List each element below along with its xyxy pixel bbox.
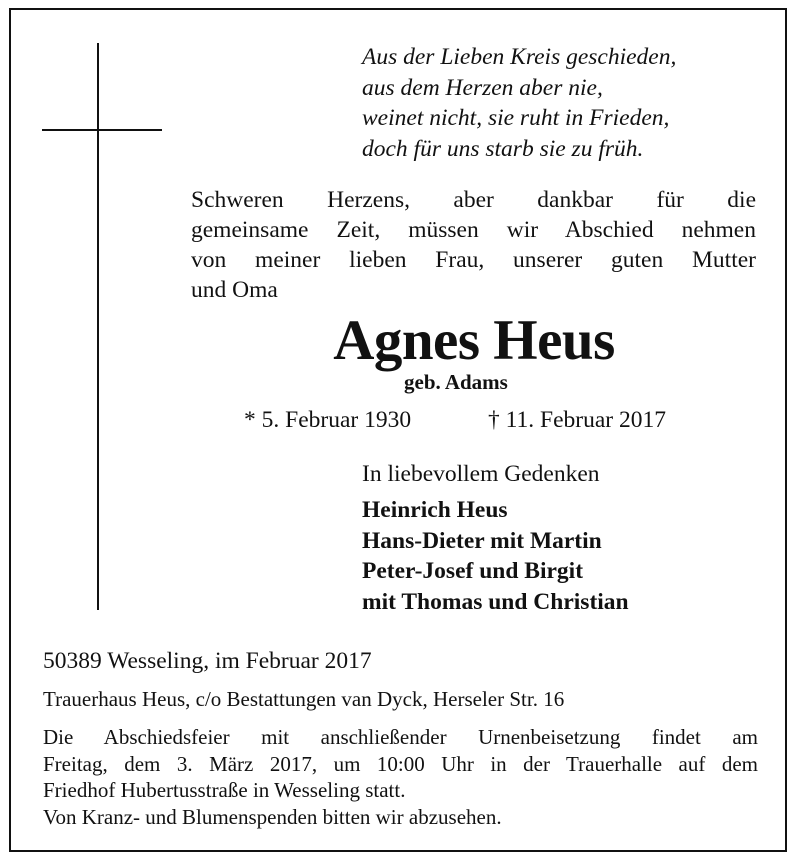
intro-text	[191, 185, 756, 305]
poem	[362, 42, 676, 164]
intro-line: Schweren Herzens, aber dankbar für die	[191, 187, 756, 213]
memory-line: In liebevollem Gedenken	[362, 461, 600, 487]
notice-line: Die Abschiedsfeier mit anschließender Urnenbeisetzung findet am	[43, 725, 758, 749]
place-date: 50389 Wesseling, im Februar 2017	[43, 648, 372, 674]
funeral-notice	[43, 724, 758, 830]
intro-line: gemeinsame Zeit, müssen wir Abschied nehmen	[191, 217, 756, 243]
birth-date: * 5. Februar 1930	[244, 407, 412, 433]
mourning-address: Trauerhaus Heus, c/o Bestattungen van Dyck, Herseler Str. 16	[43, 687, 565, 711]
mourner-name: Hans-Dieter mit Martin	[362, 527, 602, 554]
poem-line: aus dem Herzen aber nie,	[362, 74, 603, 101]
intro-line: von meiner lieben Frau, unserer guten Mutter	[191, 247, 756, 273]
mourner-name: Peter-Josef und Birgit	[362, 558, 584, 584]
notice-line: Friedhof Hubertusstraße in Wesseling statt.	[43, 778, 406, 802]
cross-horizontal-bar	[42, 129, 162, 131]
poem-line: weinet nicht, sie ruht in Frieden,	[362, 105, 670, 131]
poem-line: Aus der Lieben Kreis geschieden,	[362, 44, 677, 70]
notice-line: Von Kranz- und Blumenspenden bitten wir abzusehen.	[43, 804, 502, 829]
deceased-name: Agnes Heus	[333, 309, 615, 372]
mourner-name: Heinrich Heus	[362, 497, 508, 523]
maiden-name: geb. Adams	[404, 370, 508, 394]
notice-line: Freitag, dem 3. März 2017, um 10:00 Uhr in der Trauerhalle auf dem	[43, 751, 758, 776]
mourners-list	[362, 495, 629, 617]
intro-line: und Oma	[191, 277, 278, 303]
mourner-name: mit Thomas und Christian	[362, 588, 629, 615]
poem-line: doch für uns starb sie zu früh.	[362, 135, 644, 162]
death-date: † 11. Februar 2017	[488, 407, 666, 433]
